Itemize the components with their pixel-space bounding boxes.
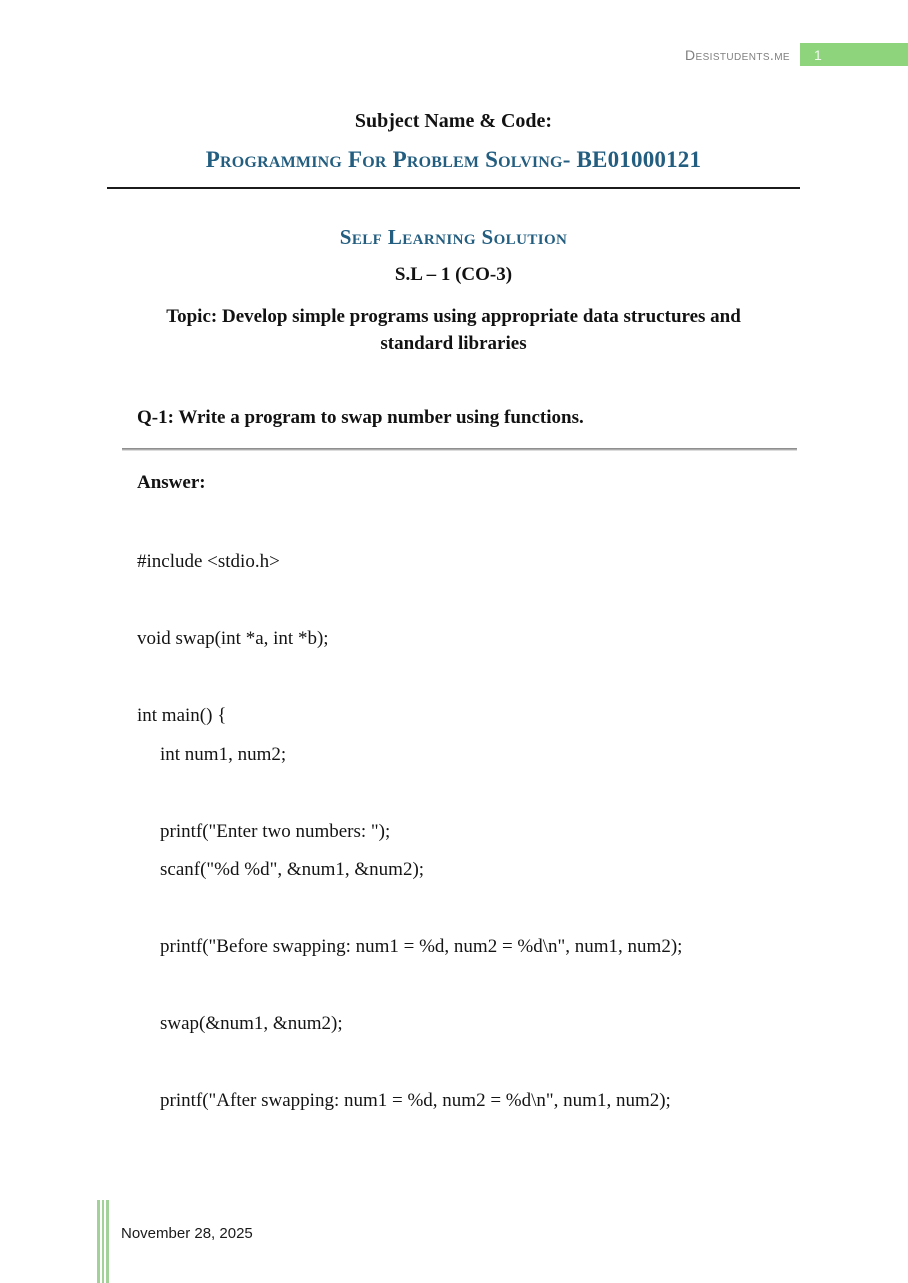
- course-title: Programming For Problem Solving- BE01000121: [205, 147, 702, 172]
- page-header: [685, 43, 908, 66]
- code-line: void swap(int *a, int *b);: [137, 628, 329, 649]
- footer-decoration-bars: [97, 1200, 111, 1283]
- code-line: printf("Before swapping: num1 = %d, num2 = %d\n", num1, num2);: [160, 936, 683, 957]
- code-line: printf("Enter two numbers: ");: [160, 820, 391, 842]
- page-number-badge: [800, 43, 908, 66]
- code-block: [137, 543, 797, 1121]
- code-line: int num1, num2;: [160, 743, 287, 765]
- question-divider: [122, 448, 797, 451]
- green-bar: [106, 1200, 109, 1283]
- question-text: Q-1: Write a program to swap number using functions.: [137, 407, 584, 428]
- subject-label: Subject Name & Code:: [354, 110, 553, 132]
- code-line: #include <stdio.h>: [137, 551, 280, 572]
- green-bar: [102, 1200, 105, 1283]
- footer-date: November 28, 2025: [121, 1225, 253, 1242]
- code-line: scanf("%d %d", &num1, &num2);: [160, 859, 425, 880]
- topic-text: [107, 303, 800, 357]
- session-label: S.L – 1 (CO-3): [394, 264, 513, 285]
- code-line: swap(&num1, &num2);: [160, 1013, 343, 1034]
- green-bar: [97, 1200, 100, 1283]
- page-number: 1: [814, 46, 822, 63]
- topic-line-1: Topic: Develop simple programs using appropriate data structures and: [166, 306, 741, 327]
- solution-heading: Self Learning Solution: [339, 225, 568, 249]
- site-name: Desistudents.me: [684, 46, 790, 63]
- code-line: printf("After swapping: num1 = %d, num2 = %d\n", num1, num2);: [160, 1090, 671, 1111]
- answer-label: Answer:: [137, 472, 206, 493]
- code-line: int main() {: [137, 705, 227, 726]
- topic-line-2: standard libraries: [380, 333, 527, 354]
- title-divider: [107, 187, 800, 189]
